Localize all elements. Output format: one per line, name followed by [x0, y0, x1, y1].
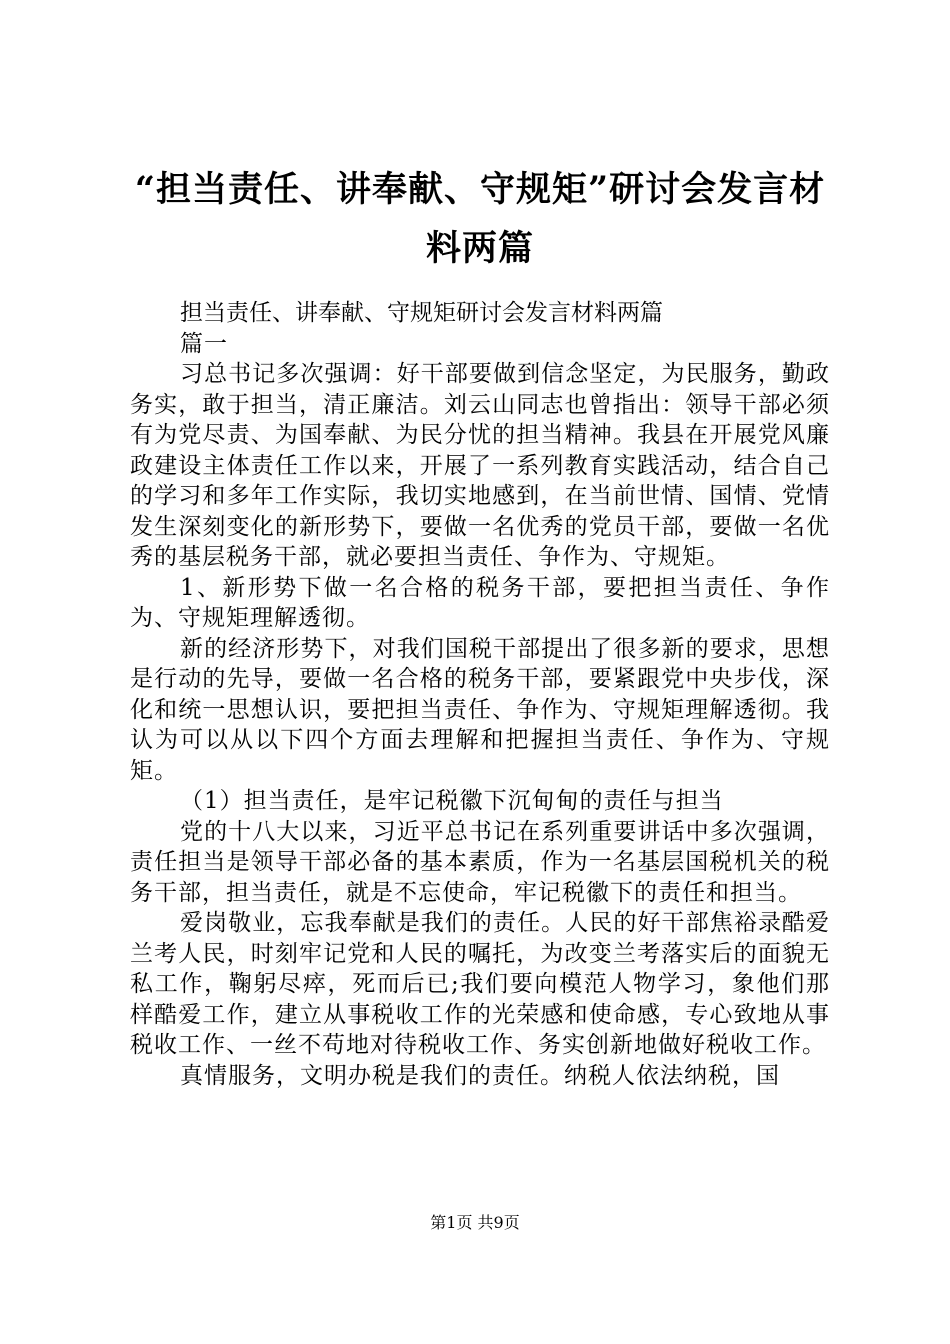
- paragraph-section-heading: 篇一: [180, 330, 228, 357]
- paragraph: 新的经济形势下，对我们国税干部提出了很多新的要求，思想是行动的先导，要做一名合格的税务干部，要紧跟党中央步伐，深化和统一思想认识，要把担当责任、争作为、守规矩理解透彻。我认为可以从以下四个方面去理解和把握担当责任、争作为、守规矩。: [130, 635, 830, 784]
- document-body: [130, 298, 830, 1091]
- paragraph: 爱岗敬业，忘我奉献是我们的责任。人民的好干部焦裕录酷爱兰考人民，时刻牢记党和人民的嘱托，为改变兰考落实后的面貌无私工作，鞠躬尽瘁，死而后已;我们要向模范人物学习，象他们那样酷爱工作，建立从事税收工作的光荣感和使命感，专心致地从事税收工作、一丝不苟地对待税收工作、务实创新地做好税收工作。: [130, 910, 830, 1058]
- paragraph: 党的十八大以来，习近平总书记在系列重要讲话中多次强调，责任担当是领导干部必备的基本素质，作为一名基层国税机关的税务干部，担当责任，就是不忘使命，牢记税徽下的责任和担当。: [130, 818, 830, 906]
- document-title: “担当责任、讲奉献、守规矩”研讨会发言材料两篇: [134, 169, 826, 269]
- paragraph: 真情服务，文明办税是我们的责任。纳税人依法纳税，国: [180, 1062, 780, 1089]
- page-number-footer: 第1页 共9页: [430, 1213, 520, 1232]
- paragraph: 习总书记多次强调：好干部要做到信念坚定，为民服务，勤政务实，敢于担当，清正廉洁。刘云山同志也曾指出：领导干部必须有为党尽责、为国奉献、为民分忧的担当精神。我县在开展党风廉政建设主体责任工作以来，开展了一系列教育实践活动，结合自己的学习和多年工作实际，我切实地感到，在当前世情、国情、党情发生深刻变化的新形势下，要做一名优秀的党员干部，要做一名优秀的基层税务干部，就必要担当责任、争作为、守规矩。: [130, 361, 830, 570]
- paragraph-subtitle: 担当责任、讲奉献、守规矩研讨会发言材料两篇: [180, 300, 663, 326]
- paragraph-subpoint-heading: （1）担当责任，是牢记税徽下沉甸甸的责任与担当: [180, 788, 724, 814]
- paragraph-point-heading: 1、新形势下做一名合格的税务干部，要把担当责任、争作为、守规矩理解透彻。: [130, 574, 830, 631]
